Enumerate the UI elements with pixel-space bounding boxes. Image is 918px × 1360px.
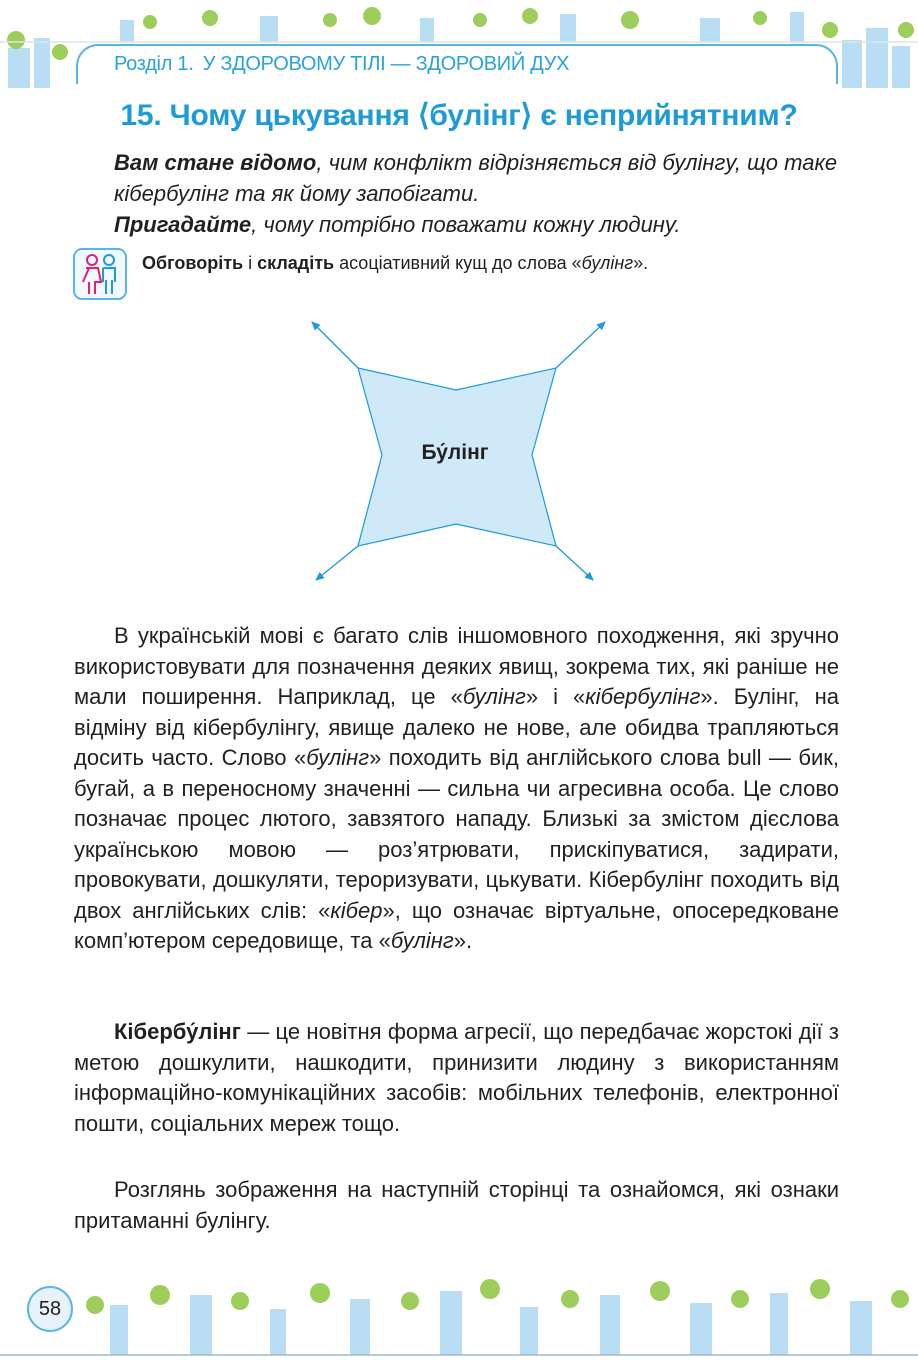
people-discussion-icon bbox=[73, 248, 127, 300]
section-prefix: Розділ 1. bbox=[114, 53, 194, 75]
intro-bold-1: Вам стане відомо bbox=[114, 150, 317, 175]
diagram-arrow-bottom-left bbox=[316, 546, 358, 580]
diagram-center-label: Бу́лінг bbox=[421, 441, 489, 464]
intro-paragraph-1 bbox=[74, 147, 880, 209]
body-paragraph-3: Розглянь зображення на наступній сторінці та ознайомся, які ознаки притаманні булінгу. bbox=[74, 1177, 839, 1233]
task-bold-1: Обговоріть bbox=[142, 253, 244, 273]
lesson-title: 15. Чому цькування ⟨булінг⟩ є неприйнятним? bbox=[120, 99, 798, 132]
task-instruction: Обговоріть і складіть асоціативний кущ до слова «булінг». bbox=[142, 253, 649, 273]
intro-paragraph-2 bbox=[74, 209, 880, 240]
intro-bold-2: Пригадайте bbox=[114, 212, 252, 237]
section-label bbox=[114, 53, 569, 76]
intro-text-1: , чим конфлікт відрізняється від булінгу, що таке кібербулінг та як йому запобігати. bbox=[114, 150, 838, 206]
diagram-arrow-top-left bbox=[312, 322, 358, 368]
bottom-decorative-border bbox=[0, 1265, 918, 1360]
section-title: У ЗДОРОВОМУ ТІЛІ — ЗДОРОВИЙ ДУХ bbox=[202, 53, 570, 75]
body-paragraph-1: В українській мові є багато слів іншомовного походження, які зручно використовувати для позначення деяких явищ, зокрема тих, які раніше не мали поширення. Наприклад, це «булінг» і «кібербулінг». Булінг, на відміну від кібербулінгу, явище далеко не нове, але обидва трапляються досить часто. Слово «булінг» походить від англійського слова bull — бик, бугай, а в переносному значенні — сильна чи агресивна особа. Це слово позначає процес лютого, завзятого нападу. Близькі за змістом дієслова українською мовою — роз’ятрювати, прискіпуватися, задирати, провокувати, дошкуляти, тероризувати, цькувати. Кібербулінг походить від двох англійських слів: «кібер», що означає віртуальне, опосередковане комп’ютером середовище, та «булінг». bbox=[74, 623, 839, 953]
body-paragraph-2: Кібербу́лінг — це новітня форма агресії, що передбачає жорстокі дії з метою дошкулити, нашкодити, принизити людину з використанням інформаційно-комунікаційних засобів: мобільних телефонів, електронної пошти, соціальних мереж тощо. bbox=[74, 1019, 839, 1136]
task-word: булінг bbox=[581, 253, 634, 273]
intro-text-2: , чому потрібно поважати кожну людину. bbox=[251, 212, 681, 237]
term-cyberbullying: Кібербу́лінг bbox=[114, 1019, 241, 1044]
diagram-arrow-bottom-right bbox=[556, 546, 593, 580]
diagram-arrow-top-right bbox=[556, 322, 605, 368]
task-bold-2: складіть bbox=[257, 253, 335, 273]
page-number: 58 bbox=[27, 1286, 73, 1332]
